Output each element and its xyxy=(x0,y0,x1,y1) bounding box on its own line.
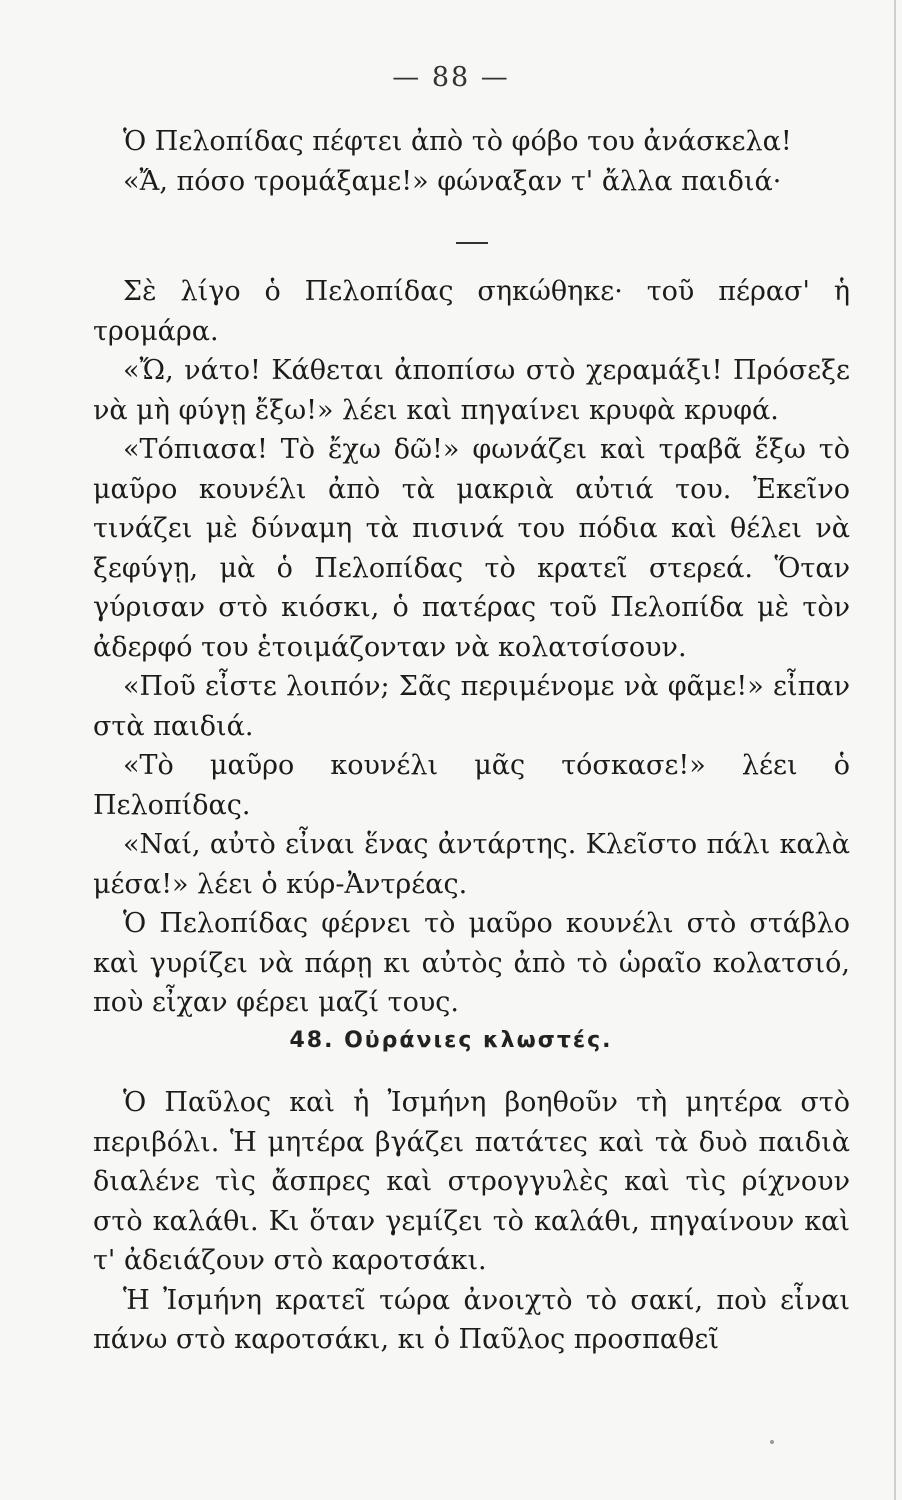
section-title: 48. Οὐράνιες κλωστές. xyxy=(289,1028,613,1053)
paragraph: «Ὤ, νάτο! Κάθεται ἀποπίσω στὸ χεραμάξι! Πρόσεξε νὰ μὴ φύγῃ ἔξω!» λέει καὶ πηγαίνει κρυφὰ κρυφά. xyxy=(93,355,850,426)
paragraph: Ὁ Πελοπίδας πέφτει ἀπὸ τὸ φόβο του ἀνάσκελα! xyxy=(123,126,792,157)
paragraph: Ἡ Ἰσμήνη κρατεῖ τώρα ἀνοιχτὸ τὸ σακί, ποὺ εἶναι πάνω στὸ καροτσάκι, κι ὁ Παῦλος προσπαθεῖ xyxy=(93,1284,850,1355)
opening-paragraphs xyxy=(93,122,850,201)
paragraph: «Ἄ, πόσο τρομάξαμε!» φώναξαν τ' ἄλλα παιδιά· xyxy=(123,165,782,197)
paper-speck xyxy=(770,1440,774,1444)
paragraph: «Ναί, αὐτὸ εἶναι ἕνας ἀντάρτης. Κλεῖστο πάλι καλὰ μέσα!» λέει ὁ κύρ-Ἀντρέας. xyxy=(93,829,850,900)
paragraph: Ὁ Παῦλος καὶ ἡ Ἰσμήνη βοηθοῦν τὴ μητέρα στὸ περιβόλι. Ἡ μητέρα βγάζει πατάτες καὶ τὰ δυὸ παιδιὰ διαλένε τὶς ἄσπρες καὶ στρογγυλὲς καὶ τὶς ρίχνουν στὸ καλάθι. Κι ὅταν γεμίζει τὸ καλάθι, πηγαίνουν καὶ τ' ἀδειάζουν στὸ καροτσάκι. xyxy=(93,1087,850,1276)
paragraph: «Τόπιασα! Τὸ ἔχω δῶ!» φωνάζει καὶ τραβᾶ ἔξω τὸ μαῦρο κουνέλι ἀπὸ τὰ μακριὰ αὐτιά του. Ἐκεῖνο τινάζει μὲ δύναμη τὰ πισινά του πόδια καὶ θέλει νὰ ξεφύγῃ, μὰ ὁ Πελοπίδας τὸ κρατεῖ στερεά. Ὅταν γύρισαν στὸ κιόσκι, ὁ πατέρας τοῦ Πελοπίδα μὲ τὸν ἀδερφό του ἑτοιμάζονταν νὰ κολατσίσουν. xyxy=(93,434,850,663)
new-section-paragraphs xyxy=(93,1083,850,1360)
section-divider xyxy=(456,242,488,244)
story-paragraphs xyxy=(93,272,850,1023)
paragraph: Ὁ Πελοπίδας φέρνει τὸ μαῦρο κουνέλι στὸ στάβλο καὶ γυρίζει νὰ πάρῃ κι αὐτὸς ἀπὸ τὸ ὡραῖο κολατσιό, ποὺ εἶχαν φέρει μαζί τους. xyxy=(93,908,850,1018)
paragraph: Σὲ λίγο ὁ Πελοπίδας σηκώθηκε· τοῦ πέρασ' ἡ τρομάρα. xyxy=(93,276,850,347)
page-edge-line xyxy=(894,0,896,1500)
paragraph: «Ποῦ εἶστε λοιπόν; Σᾶς περιμένομε νὰ φᾶμε!» εἶπαν στὰ παιδιά. xyxy=(93,671,850,742)
page-number: — 88 — xyxy=(392,62,510,93)
paragraph: «Τὸ μαῦρο κουνέλι μᾶς τόσκασε!» λέει ὁ Πελοπίδας. xyxy=(93,750,850,821)
